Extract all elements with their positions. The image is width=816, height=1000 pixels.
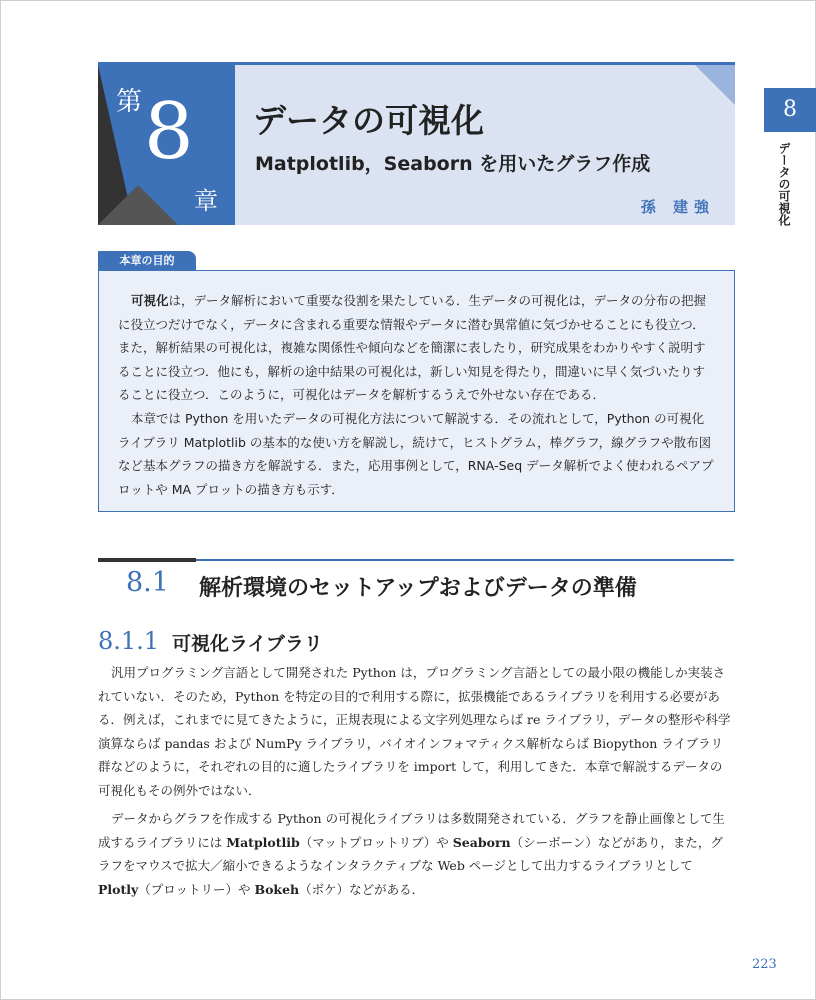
body-paragraph-1: 汎用プログラミング言語として開発された Python は，プログラミング言語としての最小限の機能しか実装されていない．そのため，Python を特定の目的で利用する際に，拡張機能であるライブラリを利用する必要がある．例えば，これまでに見てきたように，正規表現による文字列処理ならば re ライブラリ，データの整形や科学演算ならば pandas および NumPy ライブラリ，バイオインフォマティクス解析ならば Biopython ライブラリ群などのように，それぞれの目的に適したライブラリを import して，利用してきた．本章で解説するデータの可視化もその例外ではない． [98,665,731,798]
chapter-prefix: 第 [116,87,143,117]
library-name: Bokeh [254,881,300,897]
side-chapter-label: データの可視化 [777,142,791,226]
chapter-suffix: 章 [194,187,218,215]
chapter-subtitle: Matplotlib，Seaborn を用いたグラフ作成 [255,153,651,175]
corner-triangle [695,65,735,105]
side-chapter-tab: 8 [764,88,816,132]
library-name: Matplotlib [226,834,300,850]
section-rule-dark [98,558,196,562]
chapter-author: 孫 建強 [640,198,715,216]
page-number: 223 [752,957,777,972]
chapter-title: データの可視化 [253,101,484,140]
chapter-title-box [235,65,735,225]
purpose-label: 本章の目的 [98,251,196,271]
subsection-title: 可視化ライブラリ [172,633,323,655]
chapter-number: 8 [144,87,194,177]
library-name: Seaborn [452,834,511,850]
decorative-triangle-bottom [98,185,178,225]
purpose-box [98,270,735,512]
chapter-number-box [98,65,235,225]
purpose-paragraph-1: 可視化は，データ解析において重要な役割を果たしている．生データの可視化は，データの分布の把握に役立つだけでなく，データに含まれる重要な情報やデータに潜む異常値に気づかせることにも役立つ．また，解析結果の可視化は，複雑な関係性や傾向などを簡潔に表したり，研究成果をわかりやすく説明することに役立つ．他にも，解析の途中結果の可視化は，新しい知見を得たり，間違いに早く気づいたりすることに役立つ．このように，可視化はデータを解析するうえで外せない存在である． [118,293,707,402]
purpose-paragraph-2: 本章では Python を用いたデータの可視化方法について解説する．その流れとして，Python の可視化ライブラリ Matplotlib の基本的な使い方を解説し，続けて，ヒストグラム，棒グラフ，線グラフや散布図など基本グラフの描き方を解説する．また，応用事例として，RNA-Seq データ解析でよく使われるペアプロットや MA プロットの描き方も示す． [118,411,714,497]
body-paragraph-2: データからグラフを作成する Python の可視化ライブラリは多数開発されている．グラフを静止画像として生成するライブラリには Matplotlib（マットプロットリブ）や Seaborn（シーボーン）などがあり，また，グラフをマウスで拡大／縮小できるようなインタラクティブな Web ページとして出力するライブラリとして Plotly（プロットリー）や Bokeh（ボケ）などがある． [98,811,725,897]
library-name: Plotly [98,881,139,897]
section-rule-blue [196,559,734,561]
section-title: 解析環境のセットアップおよびデータの準備 [199,576,637,601]
subsection-number: 8.1.1 [98,627,160,655]
section-number: 8.1 [126,567,169,598]
purpose-keyword: 可視化 [131,293,169,308]
